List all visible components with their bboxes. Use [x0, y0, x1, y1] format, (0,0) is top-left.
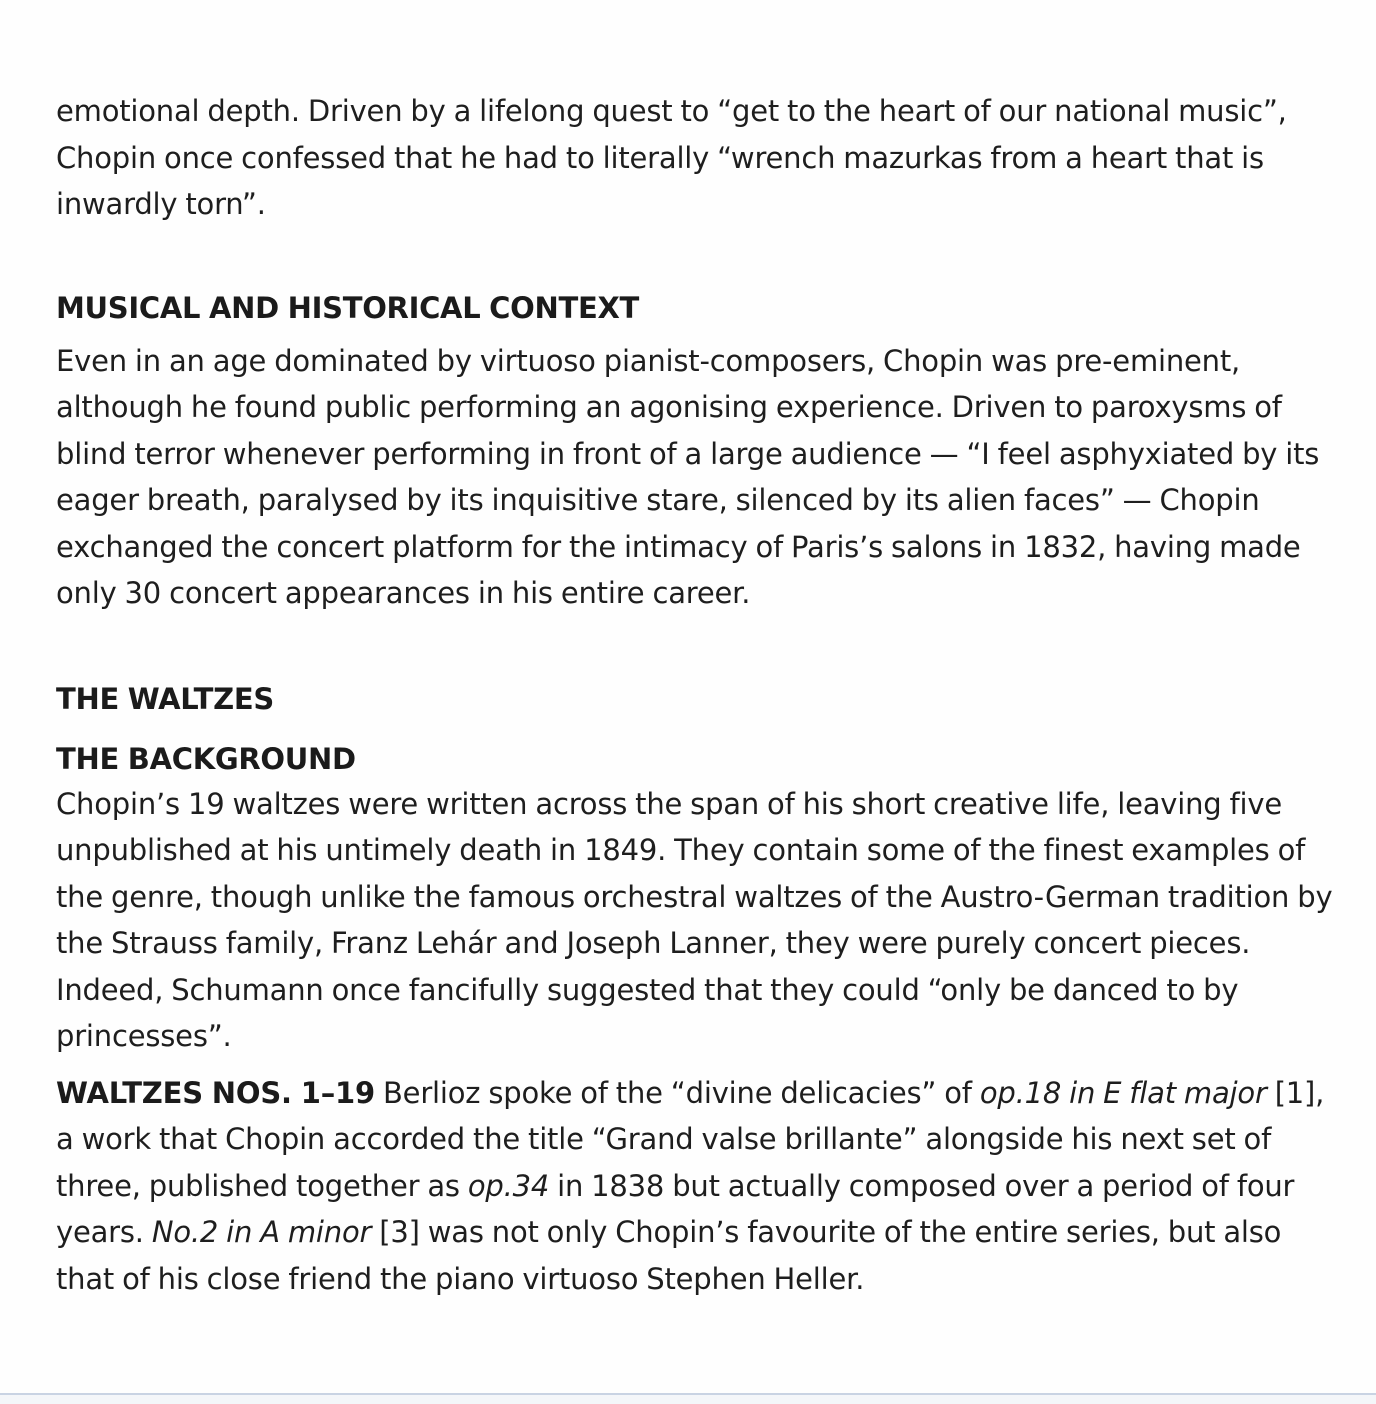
intro-paragraph-tail: emotional depth. Driven by a lifelong quest to “get to the heart of our national music”, Chopin once confessed that he had to literally “wrench mazurkas from a heart that is inwardly torn”. — [56, 94, 1287, 221]
waltzes-nos-text-3: in 1838 but actually composed over a period of four years. — [56, 1168, 1295, 1249]
section-heading-context: MUSICAL AND HISTORICAL CONTEXT — [56, 290, 640, 325]
waltzes-nos-text-1: Berlioz spoke of the “divine delicacies” of — [374, 1075, 980, 1110]
waltzes-nos-text-2: [1], a work that Chopin accorded the title “Grand valse brillante” alongside his next set of three, published together as — [56, 1075, 1325, 1203]
scan-edge-margin — [0, 1395, 1376, 1404]
work-title-op34: op.34 — [467, 1168, 550, 1203]
work-title-no2: No.2 in A minor — [151, 1215, 372, 1249]
waltzes-nos-paragraph — [56, 1070, 1344, 1303]
work-title-op18: op.18 in E flat major — [979, 1075, 1267, 1110]
context-paragraph: Even in an age dominated by virtuoso pianist-composers, Chopin was pre-eminent, although he found public performing an agonising experience. Driven to paroxysms of blind terror whenever performing in front of a large audience — “I feel asphyxiated by its eager breath, paralysed by its inquisitive stare, silenced by its alien faces” — Chopin exchanged the concert platform for the intimacy of Paris’s salons in 1832, having made only 30 concert appearances in his entire career. — [56, 343, 1320, 610]
subheading-background: THE BACKGROUND — [56, 741, 356, 776]
background-paragraph: Chopin’s 19 waltzes were written across the span of his short creative life, leaving five unpublished at his untimely death in 1849. They contain some of the finest examples of the genre, though unlike the famous orchestral waltzes of the Austro-German tradition by the Strauss family, Franz Lehár and Joseph Lanner, they were purely concert pieces. Indeed, Schumann once fancifully suggested that they could “only be danced to by princesses”. — [56, 786, 1333, 1053]
waltzes-nos-label: WALTZES NOS. 1–19 — [56, 1075, 375, 1110]
section-heading-waltzes: THE WALTZES — [56, 681, 274, 716]
waltzes-nos-text-4: [3] was not only Chopin’s favourite of the entire series, but also that of his close friend the piano virtuoso Stephen Heller. — [56, 1215, 1282, 1296]
text-column — [56, 88, 1344, 1302]
